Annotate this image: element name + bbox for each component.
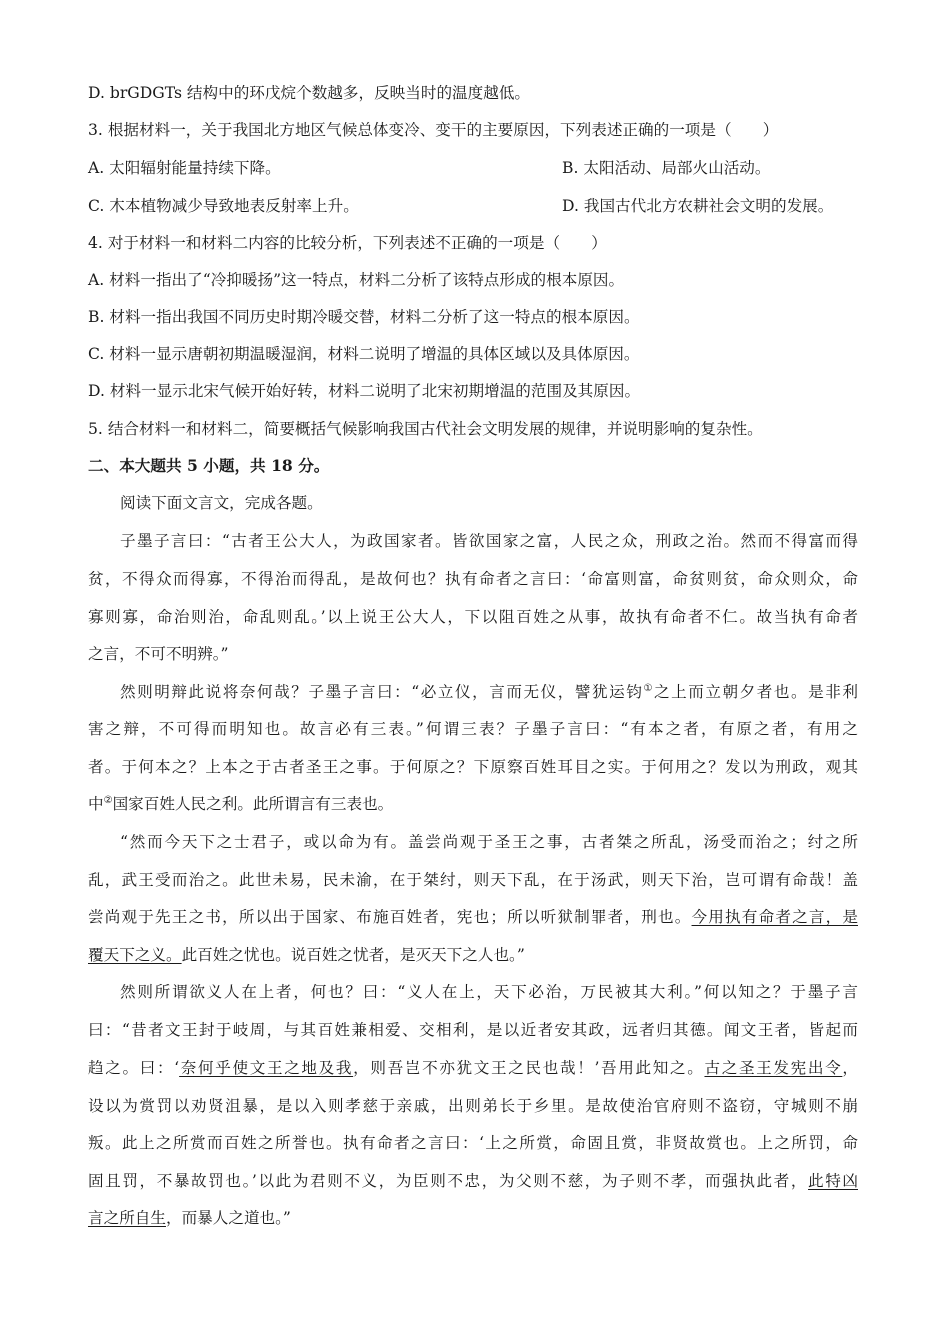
q3-option-d: D. 我国古代北方农耕社会文明的发展。 — [562, 197, 834, 215]
footnote-marker-2: ② — [103, 794, 113, 806]
passage-text: ， — [842, 1059, 858, 1077]
underlined-phrase-4b: 言之所自生 — [88, 1209, 166, 1227]
passage-p1-line3: 寡则寡，命治则治，命乱则乱。’以上说王公大人，下以阻百姓之从事，故执有命者不仁。故当执有命者 — [88, 608, 858, 626]
underlined-phrase-2: 奈何乎使文王之地及我 — [179, 1059, 354, 1077]
footnote-marker-1: ① — [643, 682, 654, 694]
q4-stem: 4. 对于材料一和材料二内容的比较分析，下列表述不正确的一项是（ ） — [88, 234, 607, 252]
q3-option-c: C. 木本植物减少导致地表反射率上升。 — [88, 197, 359, 215]
q3-option-a: A. 太阳辐射能量持续下降。 — [88, 159, 281, 177]
passage-p1-line4: 之言，不可不明辨。” — [88, 645, 229, 663]
passage-p4-line2: 曰：“昔者文王封于岐周，与其百姓兼相爱、交相利，是以近者安其政，远者归其德。闻文王者，皆起而 — [88, 1021, 858, 1039]
passage-text: ，则吾岂不亦犹文王之民也哉！’吾用此知之。 — [353, 1059, 705, 1077]
passage-text: 中 — [88, 795, 104, 813]
passage-text: 此百姓之忧也。说百姓之忧者，是灭天下之人也。” — [181, 946, 525, 964]
q5-stem: 5. 结合材料一和材料二，简要概括气候影响我国古代社会文明发展的规律，并说明影响的复杂性。 — [88, 420, 763, 438]
passage-p1-line2: 贫，不得众而得寡，不得治而得乱，是故何也？执有命者之言曰：‘命富则富，命贫则贫，命众则众，命 — [88, 570, 858, 588]
passage-p4-line4: 设以为赏罚以劝贤沮暴，是以入则孝慈于亲戚，出则弟长于乡里。是故使治官府则不盗窃，守城则不崩 — [88, 1097, 858, 1115]
passage-p3-line4 — [88, 944, 858, 966]
passage-text: ，而暴人之道也。” — [165, 1209, 291, 1227]
passage-text: 固且罚，不暴故罚也。’以此为君则不义，为臣则不忠，为父则不慈，为子则不孝，而强执此者， — [88, 1172, 809, 1190]
passage-text: 然则明辩此说将奈何哉？子墨子言曰：“必立仪，言而无仪，譬犹运钧 — [120, 683, 644, 701]
passage-text: 尝尚观于先王之书，所以出于国家、布施百姓者，宪也；所以听狱制罪者，刑也。 — [88, 908, 692, 926]
q3-options-row1 — [88, 157, 858, 179]
q4-option-a: A. 材料一指出了“冷抑暖扬”这一特点，材料二分析了该特点形成的根本原因。 — [88, 271, 625, 289]
q4-option-c: C. 材料一显示唐朝初期温暖湿润，材料二说明了增温的具体区域以及具体原因。 — [88, 345, 640, 363]
passage-p1-line1: 子墨子言曰：“古者王公大人，为政国家者。皆欲国家之富，人民之众，刑政之治。然而不得富而得 — [120, 532, 858, 550]
passage-p3-line2: 乱，武王受而治之。此世未易，民未渝，在于桀纣，则天下乱，在于汤武，则天下治，岂可谓有命哉！盖 — [88, 871, 858, 889]
passage-p2-line3: 者。于何本之？上本之于古者圣王之事。于何原之？下原察百姓耳目之实。于何用之？发以为刑政，观其 — [88, 758, 858, 776]
section-heading: 二、本大题共 5 小题，共 18 分。 — [88, 456, 330, 475]
underlined-sentence-1b: 覆天下之义。 — [88, 946, 182, 964]
underlined-phrase-3: 古之圣王发宪出令 — [704, 1059, 843, 1077]
passage-p2-line4 — [88, 793, 858, 815]
passage-p4-line3 — [88, 1057, 858, 1079]
section-instruction: 阅读下面文言文，完成各题。 — [120, 494, 323, 512]
underlined-sentence-1a: 今用执有命者之言，是 — [691, 908, 858, 926]
q3-option-b: B. 太阳活动、局部火山活动。 — [562, 159, 771, 177]
passage-p4-line6 — [88, 1170, 858, 1192]
passage-text: 趋之。曰：‘ — [88, 1059, 180, 1077]
passage-text: 之上而立朝夕者也。是非利 — [653, 683, 858, 701]
passage-p3-line1: “然而今天下之士君子，或以命为有。盖尝尚观于圣王之事，古者桀之所乱，汤受而治之；纣之所 — [120, 833, 858, 851]
underlined-phrase-4a: 此特凶 — [808, 1172, 858, 1190]
passage-p2-line1 — [120, 681, 858, 703]
passage-p4-line5: 叛。此上之所赏而百姓之所誉也。执有命者之言曰：‘上之所赏，命固且赏，非贤故赏也。上之所罚，命 — [88, 1134, 858, 1152]
q2-option-d: D. brGDGTs 结构中的环戊烷个数越多，反映当时的温度越低。 — [88, 84, 531, 102]
q4-option-d: D. 材料一显示北宋气候开始好转，材料二说明了北宋初期增温的范围及其原因。 — [88, 382, 641, 400]
q4-option-b: B. 材料一指出我国不同历史时期冷暖交替，材料二分析了这一特点的根本原因。 — [88, 308, 640, 326]
q3-options-row2 — [88, 195, 858, 217]
passage-text: 国家百姓人民之利。此所谓言有三表也。 — [112, 795, 394, 813]
passage-p4-line7 — [88, 1207, 858, 1229]
passage-p3-line3 — [88, 906, 858, 928]
passage-p2-line2: 害之辩，不可得而明知也。故言必有三表。”何谓三表？子墨子言曰：“有本之者，有原之者，有用之 — [88, 720, 858, 738]
q3-stem: 3. 根据材料一，关于我国北方地区气候总体变冷、变干的主要原因，下列表述正确的一项是（ ） — [88, 121, 779, 139]
passage-p4-line1: 然则所谓欲义人在上者，何也？曰：“义人在上，天下必治，万民被其大利。”何以知之？于墨子言 — [120, 983, 858, 1001]
